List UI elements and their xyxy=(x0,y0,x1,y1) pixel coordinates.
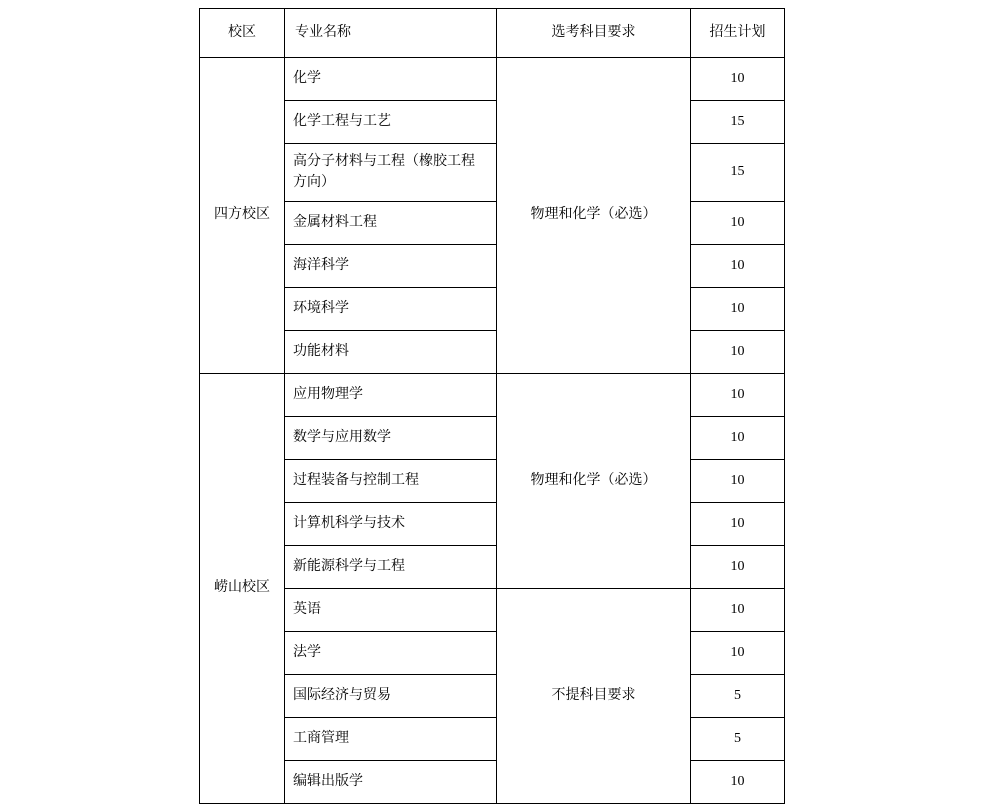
major-cell: 化学工程与工艺 xyxy=(285,101,497,144)
table-body xyxy=(200,9,785,804)
plan-cell: 10 xyxy=(691,460,785,503)
major-cell: 应用物理学 xyxy=(285,374,497,417)
table-row xyxy=(200,58,785,101)
table-row xyxy=(200,374,785,417)
subject-requirement-cell: 物理和化学（必选） xyxy=(497,374,691,589)
table-row xyxy=(200,589,785,632)
column-header-major: 专业名称 xyxy=(285,9,497,58)
major-cell: 计算机科学与技术 xyxy=(285,503,497,546)
column-header-subject: 选考科目要求 xyxy=(497,9,691,58)
plan-cell: 10 xyxy=(691,589,785,632)
table-row xyxy=(200,417,785,460)
admission-plan-table xyxy=(199,8,785,804)
major-cell: 英语 xyxy=(285,589,497,632)
plan-cell: 10 xyxy=(691,761,785,804)
plan-cell: 10 xyxy=(691,374,785,417)
table-row xyxy=(200,460,785,503)
table-row xyxy=(200,718,785,761)
plan-cell: 10 xyxy=(691,245,785,288)
table-row xyxy=(200,101,785,144)
plan-cell: 15 xyxy=(691,101,785,144)
plan-cell: 15 xyxy=(691,144,785,202)
plan-cell: 10 xyxy=(691,417,785,460)
major-cell: 数学与应用数学 xyxy=(285,417,497,460)
table-row xyxy=(200,675,785,718)
major-cell: 高分子材料与工程（橡胶工程方向） xyxy=(285,144,497,202)
plan-cell: 10 xyxy=(691,288,785,331)
plan-cell: 10 xyxy=(691,546,785,589)
major-cell: 编辑出版学 xyxy=(285,761,497,804)
campus-cell: 崂山校区 xyxy=(200,374,285,804)
major-cell: 新能源科学与工程 xyxy=(285,546,497,589)
plan-cell: 5 xyxy=(691,675,785,718)
major-cell: 海洋科学 xyxy=(285,245,497,288)
plan-cell: 10 xyxy=(691,632,785,675)
campus-cell: 四方校区 xyxy=(200,58,285,374)
subject-requirement-cell: 不提科目要求 xyxy=(497,589,691,804)
major-cell: 环境科学 xyxy=(285,288,497,331)
table-row xyxy=(200,288,785,331)
table-row xyxy=(200,761,785,804)
major-cell: 功能材料 xyxy=(285,331,497,374)
major-cell: 金属材料工程 xyxy=(285,202,497,245)
major-cell: 过程装备与控制工程 xyxy=(285,460,497,503)
major-cell: 化学 xyxy=(285,58,497,101)
table-row xyxy=(200,632,785,675)
table-row xyxy=(200,144,785,202)
major-cell: 工商管理 xyxy=(285,718,497,761)
column-header-campus: 校区 xyxy=(200,9,285,58)
plan-cell: 5 xyxy=(691,718,785,761)
table-row xyxy=(200,202,785,245)
plan-cell: 10 xyxy=(691,503,785,546)
table-header-row xyxy=(200,9,785,58)
major-cell: 法学 xyxy=(285,632,497,675)
plan-cell: 10 xyxy=(691,202,785,245)
table-row xyxy=(200,331,785,374)
table-row xyxy=(200,245,785,288)
major-cell: 国际经济与贸易 xyxy=(285,675,497,718)
table-row xyxy=(200,503,785,546)
plan-cell: 10 xyxy=(691,331,785,374)
table-row xyxy=(200,546,785,589)
column-header-plan: 招生计划 xyxy=(691,9,785,58)
plan-cell: 10 xyxy=(691,58,785,101)
subject-requirement-cell: 物理和化学（必选） xyxy=(497,58,691,374)
